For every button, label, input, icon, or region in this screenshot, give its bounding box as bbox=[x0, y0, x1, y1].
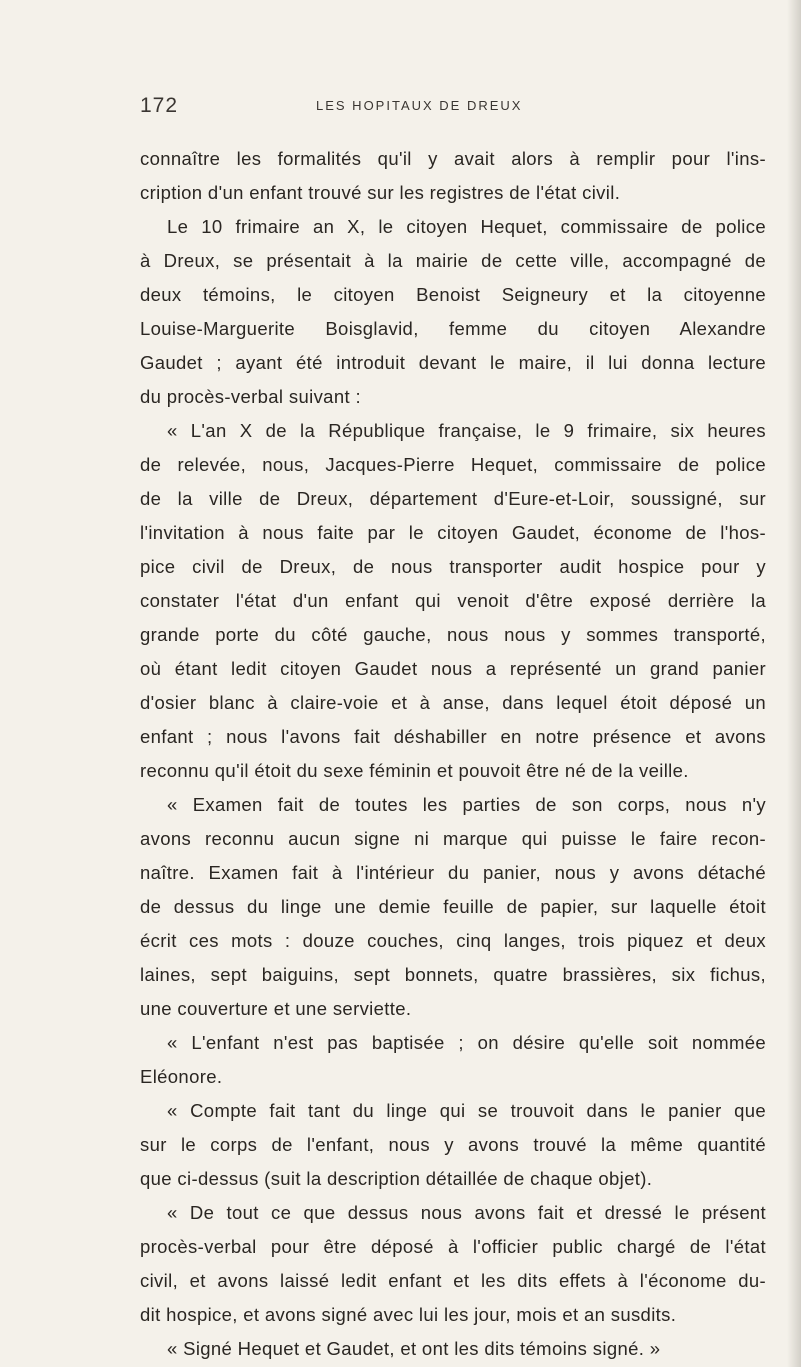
running-title: LES HOPITAUX DE DREUX bbox=[316, 98, 523, 113]
text-line: « De tout ce que dessus nous avons fait et dressé le présent bbox=[167, 1202, 766, 1223]
body-text bbox=[140, 142, 766, 1366]
text-line: « L'an X de la République française, le 9 frimaire, six heures bbox=[167, 420, 766, 441]
text-line: deux témoins, le citoyen Benoist Seigneury et la citoyenne bbox=[140, 284, 766, 305]
page-number: 172 bbox=[140, 94, 179, 117]
text-line: procès-verbal pour être déposé à l'officier public chargé de l'état bbox=[140, 1236, 766, 1257]
text-line: sur le corps de l'enfant, nous y avons trouvé la même quantité bbox=[140, 1134, 766, 1155]
page-edge-shadow bbox=[787, 0, 801, 1367]
text-line: Louise-Marguerite Boisglavid, femme du citoyen Alexandre bbox=[140, 318, 766, 339]
text-line: « L'enfant n'est pas baptisée ; on désire qu'elle soit nommée bbox=[167, 1032, 766, 1053]
text-line: Le 10 frimaire an X, le citoyen Hequet, commissaire de police bbox=[167, 216, 766, 237]
text-line: une couverture et une serviette. bbox=[140, 998, 412, 1019]
text-line: Gaudet ; ayant été introduit devant le maire, il lui donna lecture bbox=[140, 352, 766, 373]
text-line: « Examen fait de toutes les parties de son corps, nous n'y bbox=[167, 794, 766, 815]
text-line: reconnu qu'il étoit du sexe féminin et pouvoit être né de la veille. bbox=[140, 760, 689, 781]
running-head bbox=[140, 94, 740, 124]
text-line: connaître les formalités qu'il y avait alors à remplir pour l'ins- bbox=[140, 148, 766, 169]
text-line: écrit ces mots : douze couches, cinq langes, trois piquez et deux bbox=[140, 930, 766, 951]
text-line: à Dreux, se présentait à la mairie de cette ville, accompagné de bbox=[140, 250, 766, 271]
text-line: « Signé Hequet et Gaudet, et ont les dits témoins signé. » bbox=[167, 1338, 661, 1359]
text-line: civil, et avons laissé ledit enfant et les dits effets à l'économe du- bbox=[140, 1270, 766, 1291]
text-line: enfant ; nous l'avons fait déshabiller en notre présence et avons bbox=[140, 726, 766, 747]
text-line: que ci-dessus (suit la description détaillée de chaque objet). bbox=[140, 1168, 653, 1189]
text-line: « Compte fait tant du linge qui se trouvoit dans le panier que bbox=[167, 1100, 766, 1121]
text-line: laines, sept baiguins, sept bonnets, quatre brassières, six fichus, bbox=[140, 964, 766, 985]
text-line: naître. Examen fait à l'intérieur du panier, nous y avons détaché bbox=[140, 862, 766, 883]
text-line: pice civil de Dreux, de nous transporter audit hospice pour y bbox=[140, 556, 766, 577]
text-line: Eléonore. bbox=[140, 1066, 223, 1087]
text-line: de la ville de Dreux, département d'Eure-et-Loir, soussigné, sur bbox=[140, 488, 766, 509]
text-line: dit hospice, et avons signé avec lui les jour, mois et an susdits. bbox=[140, 1304, 677, 1325]
text-line: d'osier blanc à claire-voie et à anse, dans lequel étoit déposé un bbox=[140, 692, 766, 713]
text-line: grande porte du côté gauche, nous nous y sommes transporté, bbox=[140, 624, 766, 645]
text-line: de dessus du linge une demie feuille de papier, sur laquelle étoit bbox=[140, 896, 766, 917]
text-line: l'invitation à nous faite par le citoyen Gaudet, économe de l'hos- bbox=[140, 522, 766, 543]
text-line: constater l'état d'un enfant qui venoit d'être exposé derrière la bbox=[140, 590, 766, 611]
text-line: avons reconnu aucun signe ni marque qui puisse le faire recon- bbox=[140, 828, 766, 849]
text-line: de relevée, nous, Jacques-Pierre Hequet, commissaire de police bbox=[140, 454, 766, 475]
text-line: où étant ledit citoyen Gaudet nous a représenté un grand panier bbox=[140, 658, 766, 679]
text-line: cription d'un enfant trouvé sur les registres de l'état civil. bbox=[140, 182, 621, 203]
text-line: du procès-verbal suivant : bbox=[140, 386, 361, 407]
